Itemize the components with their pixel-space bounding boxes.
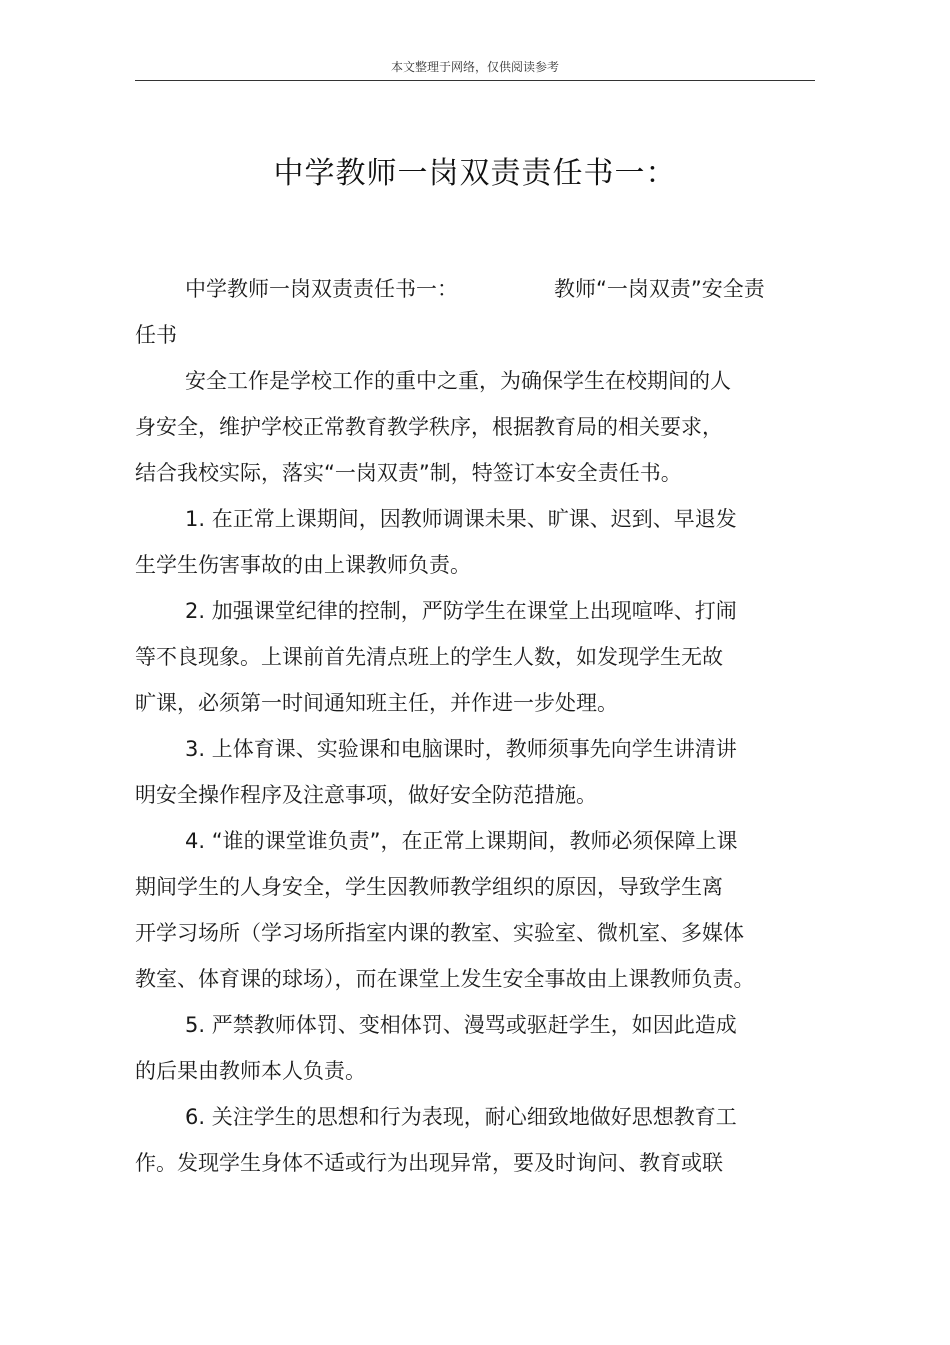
text-line: 4. “谁的课堂谁负责”，在正常上课期间，教师必须保障上课: [185, 829, 738, 853]
text-line: 期间学生的人身安全，学生因教师教学组织的原因，导致学生离: [135, 875, 723, 899]
text-line: 旷课，必须第一时间通知班主任，并作进一步处理。: [135, 691, 618, 715]
document-body: [135, 266, 795, 1186]
text-line: 作。发现学生身体不适或行为出现异常，要及时询问、教育或联: [135, 1151, 723, 1175]
page-header: [135, 58, 815, 81]
text-line: 2. 加强课堂纪律的控制，严防学生在课堂上出现喧哗、打闹: [185, 599, 737, 623]
text-line: 开学习场所（学习场所指室内课的教室、实验室、微机室、多媒体: [135, 921, 744, 945]
intro-continuation: 任书: [135, 323, 177, 347]
text-line: 教室、体育课的球场），而在课堂上发生安全事故由上课教师负责。: [135, 967, 755, 991]
text-line: 结合我校实际，落实“一岗双责”制，特签订本安全责任书。: [135, 461, 682, 485]
text-line: 身安全，维护学校正常教育教学秩序，根据教育局的相关要求，: [135, 415, 723, 439]
text-line: 生学生伤害事故的由上课教师负责。: [135, 553, 471, 577]
text-line: 等不良现象。上课前首先清点班上的学生人数，如发现学生无故: [135, 645, 723, 669]
intro-left: 中学教师一岗双责责任书一：: [185, 277, 458, 301]
text-line: 安全工作是学校工作的重中之重，为确保学生在校期间的人: [185, 369, 731, 393]
text-line: 3. 上体育课、实验课和电脑课时，教师须事先向学生讲清讲: [185, 737, 737, 761]
text-line: 明安全操作程序及注意事项，做好安全防范措施。: [135, 783, 597, 807]
text-line: 6. 关注学生的思想和行为表现，耐心细致地做好思想教育工: [185, 1105, 737, 1129]
intro-line: [135, 266, 795, 312]
text-line: 5. 严禁教师体罚、变相体罚、漫骂或驱赶学生，如因此造成: [185, 1013, 737, 1037]
intro-right: 教师“一岗双责”安全责: [554, 277, 765, 301]
header-note: 本文整理于网络，仅供阅读参考: [390, 60, 559, 74]
document-title: 中学教师一岗双责责任书一：: [273, 156, 677, 191]
paragraph-lines: [135, 358, 795, 1186]
text-line: 1. 在正常上课期间，因教师调课未果、旷课、迟到、早退发: [185, 507, 737, 531]
text-line: 的后果由教师本人负责。: [135, 1059, 366, 1083]
